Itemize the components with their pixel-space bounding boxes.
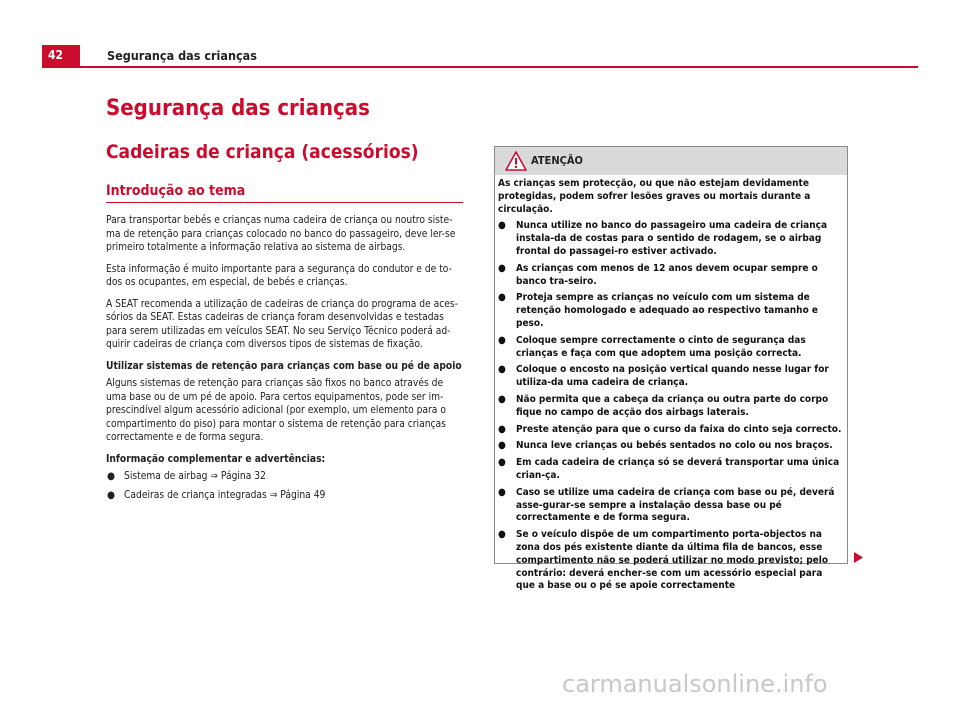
paragraph-1: Para transportar bebés e crianças numa cadeira de criança ou noutro siste-ma de retenção para crianças colocado no banco do passageiro, deve ler-se primeiro totalmente a informação relativa ao sistema de airbags. <box>106 215 456 253</box>
list-item <box>498 364 844 390</box>
list-item <box>498 263 844 289</box>
section-rule <box>106 202 463 203</box>
body-text-column <box>106 214 464 507</box>
bullet-icon: ● <box>498 364 506 376</box>
bullet-icon: ● <box>498 220 506 232</box>
bullet-icon: ● <box>498 393 506 405</box>
paragraph-3: A SEAT recomenda a utilização de cadeiras de criança do programa de aces-sórios da SEAT. Estas cadeiras de criança foram desenvolvidas e testadas para serem utilizadas em veículos SEAT. No seu Serviço Técnico poderá ad-quirir cadeiras de criança com diversos tipos de sistemas de fixação. <box>106 298 459 350</box>
link-integrated-child-seats[interactable]: Cadeiras de criança integradas ⇒ Página 49 <box>124 489 326 501</box>
subheading-complementary-info: Informação complementar e advertências: <box>106 453 326 465</box>
list-item <box>498 487 844 525</box>
warning-item: Proteja sempre as crianças no veículo com um sistema de retenção homologado e adequado ao respectivo tamanho e peso. <box>516 292 819 329</box>
list-item <box>498 220 844 258</box>
list-item <box>498 394 844 420</box>
bullet-icon: ● <box>107 489 115 501</box>
warning-item: Caso se utilize uma cadeira de criança com base ou pé, deverá asse-gurar-se sempre a instalação dessa base ou pé correctamente e de forma segura. <box>516 486 835 524</box>
warning-box <box>494 146 848 592</box>
warning-item: Não permita que a cabeça da criança ou outra parte do corpo fique no campo de acção dos airbags laterais. <box>516 393 829 418</box>
bullet-icon: ● <box>498 529 506 541</box>
list-item <box>106 470 464 484</box>
warning-triangle-icon <box>505 151 527 171</box>
list-item <box>106 489 464 503</box>
warning-header <box>495 147 847 175</box>
warning-item: Coloque sempre correctamente o cinto de segurança das crianças e faça com que adoptem uma posição correcta. <box>516 334 806 359</box>
continue-arrow-icon <box>853 552 863 563</box>
bullet-icon: ● <box>107 471 115 482</box>
paragraph-2: Esta informação é muito importante para a segurança do condutor e de to-dos os ocupantes, em especial, de bebés e crianças. <box>106 263 452 288</box>
bullet-icon: ● <box>498 486 506 498</box>
warning-item: Coloque o encosto na posição vertical quando nesse lugar for utiliza-da uma cadeira de criança. <box>516 364 829 389</box>
watermark-text: carmanualsonline.info <box>562 670 828 698</box>
paragraph-4: Alguns sistemas de retenção para crianças são fixos no banco através de uma base ou de um pé de apoio. Para certos equipamentos, pode ser im-prescindível algum acessório adicional (por exemplo, um elemento para o compartimento do piso) para montar o sistema de retenção para crianças correctamente e de forma segura. <box>106 378 446 443</box>
header-rule <box>42 66 918 68</box>
list-item <box>498 529 844 593</box>
page-header <box>42 45 918 69</box>
warning-title: ATENÇÃO <box>531 154 583 167</box>
bullet-icon: ● <box>498 262 506 274</box>
list-item <box>498 424 844 437</box>
warning-item: Em cada cadeira de criança só se deverá transportar uma única crian-ça. <box>516 457 840 481</box>
warning-item: Se o veículo dispõe de um compartimento porta-objectos na zona dos pés existente diante da última fila de bancos, esse compartimento não se poderá utilizar no modo previsto; pelo contrário: deverá encher-se com um acessório especial para que a base ou o pé se apoie correctamente <box>516 529 829 592</box>
warning-item: As crianças com menos de 12 anos devem ocupar sempre o banco tra-seiro. <box>516 262 818 287</box>
list-item <box>498 457 844 483</box>
page-number: 42 <box>42 45 80 66</box>
bullet-icon: ● <box>498 457 506 469</box>
subtitle: Cadeiras de criança (acessórios) <box>106 141 419 163</box>
page-title: Segurança das crianças <box>106 96 370 121</box>
warning-intro: As crianças sem protecção, ou que não estejam devidamente protegidas, podem sofrer lesões graves ou mortais durante a circulação. <box>498 178 811 215</box>
bullet-icon: ● <box>498 292 506 304</box>
subheading-retention-systems: Utilizar sistemas de retenção para crianças com base ou pé de apoio <box>106 360 462 372</box>
list-item <box>498 335 844 361</box>
section-heading: Introdução ao tema <box>106 183 246 199</box>
bullet-icon: ● <box>498 334 506 346</box>
header-section-title: Segurança das crianças <box>107 48 257 63</box>
list-item <box>498 292 844 330</box>
warning-item: Preste atenção para que o curso da faixa do cinto seja correcto. <box>516 423 842 435</box>
list-item <box>498 440 844 453</box>
warning-item: Nunca leve crianças ou bebés sentados no colo ou nos braços. <box>516 440 833 452</box>
warning-body <box>498 178 844 597</box>
warning-item: Nunca utilize no banco do passageiro uma cadeira de criança instala-da de costas para o sentido de rodagem, se o airbag frontal do passagei-ro estiver activado. <box>516 220 828 257</box>
bullet-icon: ● <box>498 440 506 452</box>
link-airbag-system[interactable]: Sistema de airbag ⇒ Página 32 <box>124 471 266 482</box>
bullet-icon: ● <box>498 423 506 435</box>
